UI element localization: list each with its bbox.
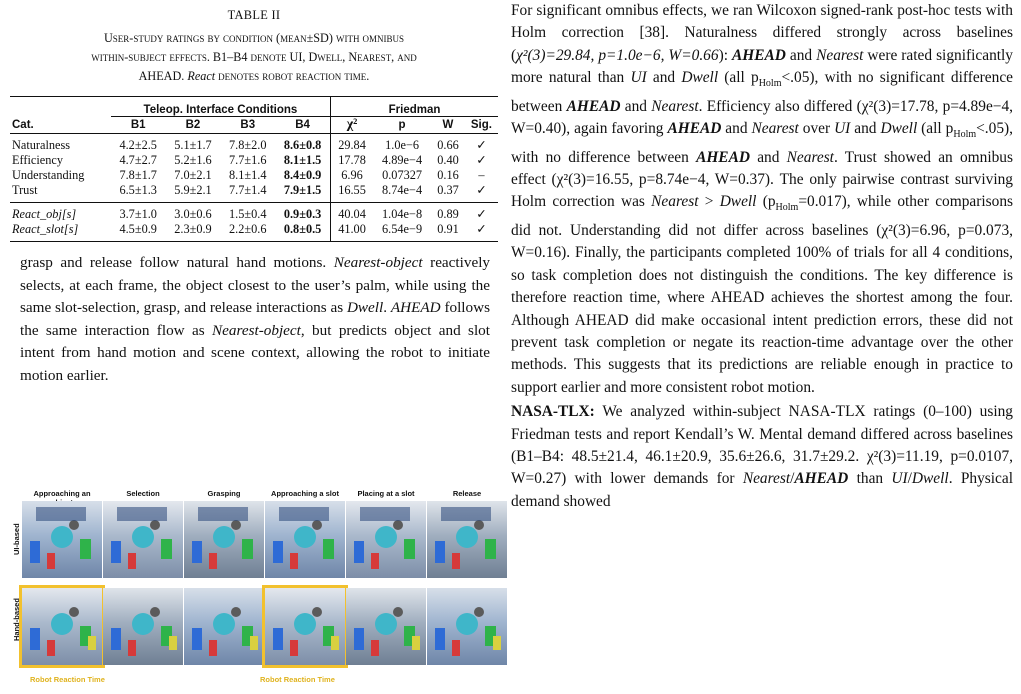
ui-panel bbox=[360, 507, 410, 521]
value-cell: 7.0±2.1 bbox=[174, 168, 212, 182]
value-cell: 1.04e−8 bbox=[382, 207, 423, 221]
value-cell: 3.0±0.6 bbox=[174, 207, 212, 221]
scene-illustration bbox=[265, 588, 345, 665]
scene-object bbox=[242, 539, 253, 559]
figure-column-label: Grasping bbox=[207, 489, 241, 498]
value-cell: – bbox=[478, 168, 485, 182]
scene-object bbox=[192, 628, 202, 650]
scene-illustration bbox=[184, 501, 264, 578]
scene-object bbox=[456, 613, 478, 635]
text-run: Nearest bbox=[786, 148, 834, 166]
value-cell: 4.7±2.7 bbox=[119, 153, 157, 167]
value-cell: 29.84 bbox=[331, 134, 373, 154]
scene-object bbox=[273, 541, 283, 563]
text-run: . Trust showed an omnibus effect (χ²(3)=16.55, p=8.74e−4, W=0.37). The only pairwise contrast surviving Holm correction was bbox=[511, 148, 1013, 211]
value-cell: 6.54e−9 bbox=[382, 222, 423, 236]
value-cell: ✓ bbox=[476, 138, 487, 152]
text-run: Holm bbox=[953, 129, 977, 141]
scene-object bbox=[435, 628, 445, 650]
figure-column-label: Approaching an bbox=[33, 489, 91, 498]
left-column bbox=[10, 6, 498, 684]
text-run: Nearest-object bbox=[212, 321, 301, 339]
scene-illustration bbox=[22, 501, 102, 578]
scene-object bbox=[393, 607, 403, 617]
scene-object bbox=[354, 541, 364, 563]
text-run: AHEAD bbox=[731, 46, 786, 64]
text-run: / bbox=[790, 470, 795, 488]
reaction-time-label-1: Robot Reaction Time bbox=[30, 675, 105, 684]
col-header: χ² bbox=[331, 117, 373, 134]
scene-illustration bbox=[184, 588, 264, 665]
scene-illustration bbox=[103, 588, 183, 665]
text-run: over bbox=[798, 120, 835, 138]
figure-column-label: Approaching a slot bbox=[271, 489, 339, 498]
text-run: and bbox=[721, 120, 752, 138]
value-cell: 6.5±1.3 bbox=[119, 183, 157, 197]
row-label-ui: UI-based bbox=[12, 523, 21, 555]
text-run: follows the same interaction flow as bbox=[20, 299, 490, 339]
scene-object bbox=[371, 640, 379, 656]
value-cell: 0.8±0.5 bbox=[283, 222, 322, 236]
text-run: (p bbox=[756, 193, 776, 211]
table-body-react bbox=[10, 203, 498, 242]
value-cell: 0.89 bbox=[437, 207, 459, 221]
figure-tile bbox=[22, 501, 102, 578]
figure-tile bbox=[265, 588, 345, 665]
value-cell: ✓ bbox=[476, 222, 487, 236]
scene-object bbox=[80, 539, 91, 559]
table-row bbox=[10, 153, 498, 168]
scene-object bbox=[169, 636, 177, 650]
text-run: and bbox=[620, 97, 652, 115]
text-run: Dwell bbox=[880, 120, 918, 138]
col-header: B1 bbox=[111, 117, 166, 134]
col-header: Sig. bbox=[465, 117, 498, 134]
scene-object bbox=[312, 520, 322, 530]
table-desc-line: within-subject effects. B1–B4 denote UI, Dwell, Nearest, and bbox=[91, 50, 417, 64]
scene-object bbox=[150, 520, 160, 530]
value-cell: 4.89e−4 bbox=[382, 153, 423, 167]
scene-object bbox=[290, 553, 298, 569]
value-cell: 8.1±1.5 bbox=[283, 153, 322, 167]
scene-object bbox=[51, 613, 73, 635]
scene-object bbox=[474, 607, 484, 617]
text-run: For significant omnibus effects, we ran Wilcoxon signed-rank post-hoc tests with Holm correction [38]. Naturalness differed strongly across baselines ( bbox=[511, 2, 1013, 64]
scene-object bbox=[452, 640, 460, 656]
scene-object bbox=[290, 640, 298, 656]
value-cell: 0.91 bbox=[437, 222, 459, 236]
value-cell: 17.78 bbox=[331, 153, 373, 168]
value-cell: ✓ bbox=[476, 207, 487, 221]
row-label-cell: Understanding bbox=[12, 168, 85, 182]
scene-object bbox=[312, 607, 322, 617]
scene-object bbox=[294, 613, 316, 635]
scene-illustration bbox=[103, 501, 183, 578]
scene-object bbox=[132, 526, 154, 548]
table-desc-line: User-study ratings by condition (mean±SD) with omnibus bbox=[103, 31, 405, 45]
text-run: Nearest bbox=[742, 470, 791, 488]
text-run: UI bbox=[891, 470, 908, 488]
right-paragraph-results bbox=[511, 0, 1013, 399]
text-run: > bbox=[698, 193, 720, 211]
text-run: (all p bbox=[917, 120, 954, 138]
scene-object bbox=[412, 636, 420, 650]
row-label-cell: Naturalness bbox=[12, 138, 71, 152]
scene-illustration bbox=[265, 501, 345, 578]
value-cell: 0.9±0.3 bbox=[283, 207, 322, 221]
value-cell: 7.7±1.6 bbox=[228, 153, 267, 167]
scene-object bbox=[213, 526, 235, 548]
scene-object bbox=[404, 539, 415, 559]
value-cell: 7.8±1.7 bbox=[119, 168, 157, 182]
text-run: Nearest bbox=[651, 193, 699, 211]
text-run: . Physical demand showed bbox=[511, 470, 1013, 510]
scene-object bbox=[231, 520, 241, 530]
value-cell: 7.7±1.4 bbox=[228, 183, 267, 197]
scene-object bbox=[331, 636, 339, 650]
value-cell: 2.3±0.9 bbox=[174, 222, 212, 236]
figure-column-label: Placing at a slot bbox=[357, 489, 415, 498]
ui-panel bbox=[36, 507, 86, 521]
value-cell: 2.2±0.6 bbox=[228, 222, 267, 236]
text-run: Nearest bbox=[651, 97, 699, 115]
value-cell: 0.07327 bbox=[382, 168, 423, 182]
scene-object bbox=[452, 553, 460, 569]
scene-object bbox=[47, 640, 55, 656]
table-caption: TABLE II bbox=[227, 8, 281, 22]
scene-object bbox=[30, 541, 40, 563]
table-row bbox=[10, 183, 498, 203]
scene-object bbox=[209, 553, 217, 569]
scene-object bbox=[69, 520, 79, 530]
scene-object bbox=[456, 526, 478, 548]
text-run: ): bbox=[718, 46, 732, 64]
col-header: B3 bbox=[220, 117, 275, 134]
value-cell: 4.5±0.9 bbox=[119, 222, 157, 236]
text-run: (all p bbox=[718, 69, 759, 87]
left-paragraph bbox=[10, 252, 498, 388]
text-run: than bbox=[848, 470, 892, 488]
scene-object bbox=[493, 636, 501, 650]
table-row bbox=[10, 168, 498, 183]
value-cell: 3.7±1.0 bbox=[119, 207, 157, 221]
scene-object bbox=[393, 520, 403, 530]
value-cell: 40.04 bbox=[331, 203, 373, 223]
value-cell: 7.8±2.0 bbox=[228, 138, 267, 152]
scene-object bbox=[323, 539, 334, 559]
col-header: B4 bbox=[275, 117, 330, 134]
value-cell: 5.9±2.1 bbox=[174, 183, 212, 197]
col-header: W bbox=[431, 117, 465, 134]
text-run: Nearest bbox=[751, 120, 799, 138]
figure-tile bbox=[103, 588, 183, 665]
text-run: Holm bbox=[775, 202, 799, 214]
figure-tile bbox=[184, 588, 264, 665]
value-cell: 7.9±1.5 bbox=[283, 183, 322, 197]
scene-object bbox=[375, 526, 397, 548]
value-cell: 1.0e−6 bbox=[385, 138, 420, 152]
col-header: p bbox=[373, 117, 431, 134]
text-run: and bbox=[646, 69, 682, 87]
row-label-hand: Hand-based bbox=[12, 598, 21, 641]
scene-object bbox=[371, 553, 379, 569]
text-run: reactively selects, at each frame, the object closest to the user’s palm, while using the same slot-selection, grasp, and release interactions as bbox=[20, 254, 491, 317]
text-run: , but predicts object and slot intent from hand motion and scene context, allowing the robot to initiate motion earlier. bbox=[20, 321, 490, 384]
table-desc-line: denotes robot reaction time. bbox=[215, 69, 370, 83]
scene-object bbox=[47, 553, 55, 569]
text-run: AHEAD bbox=[667, 120, 722, 138]
text-run: and bbox=[785, 46, 817, 64]
text-run: Nearest-object bbox=[333, 254, 423, 271]
text-run: Nearest bbox=[816, 46, 864, 64]
text-run: χ²(3)=29.84, p=1.0e−6, W=0.66 bbox=[516, 46, 719, 64]
scene-object bbox=[111, 628, 121, 650]
value-cell: 16.55 bbox=[331, 183, 373, 203]
reaction-time-label-2: Robot Reaction Time bbox=[260, 675, 335, 684]
text-run: AHEAD bbox=[390, 299, 441, 317]
figure-column-label: Selection bbox=[126, 489, 160, 498]
value-cell: ✓ bbox=[476, 153, 487, 167]
text-run: NASA-TLX: bbox=[511, 403, 595, 421]
scene-object bbox=[132, 613, 154, 635]
scene-illustration bbox=[346, 501, 426, 578]
scene-object bbox=[128, 553, 136, 569]
value-cell: 8.74e−4 bbox=[382, 183, 423, 197]
table-row bbox=[10, 203, 498, 223]
row-label-cell: Trust bbox=[12, 183, 38, 197]
scene-object bbox=[354, 628, 364, 650]
figure-column-label: Release bbox=[452, 489, 482, 498]
table-body-ratings bbox=[10, 134, 498, 203]
ui-panel bbox=[279, 507, 329, 521]
ui-panel bbox=[117, 507, 167, 521]
scene-object bbox=[111, 541, 121, 563]
value-cell: 4.2±2.5 bbox=[119, 138, 157, 152]
scene-illustration bbox=[427, 501, 507, 578]
text-run: Holm bbox=[758, 78, 782, 90]
scene-object bbox=[231, 607, 241, 617]
value-cell: 5.1±1.7 bbox=[174, 138, 212, 152]
table-description bbox=[14, 29, 494, 86]
value-cell: 0.16 bbox=[437, 168, 459, 182]
scene-object bbox=[192, 541, 202, 563]
figure-panel bbox=[10, 489, 498, 687]
figure-tile bbox=[22, 588, 102, 665]
table-desc-line: AHEAD. bbox=[138, 69, 188, 83]
row-label-cell: React_slot[s] bbox=[12, 222, 79, 236]
value-cell: 8.1±1.4 bbox=[228, 168, 267, 182]
col-header: B2 bbox=[166, 117, 221, 134]
right-column bbox=[511, 0, 1013, 513]
scene-object bbox=[474, 520, 484, 530]
table-row bbox=[10, 134, 498, 154]
scene-object bbox=[294, 526, 316, 548]
text-run: . bbox=[383, 299, 391, 317]
scene-object bbox=[69, 607, 79, 617]
value-cell: 6.96 bbox=[331, 168, 373, 183]
scene-object bbox=[150, 607, 160, 617]
figure-tile bbox=[427, 588, 507, 665]
text-run: grasp and release follow natural hand motions. bbox=[20, 254, 334, 271]
col-header: Cat. bbox=[12, 118, 34, 131]
value-cell: 1.5±0.4 bbox=[228, 207, 267, 221]
text-run: . Efficiency also differed (χ²(3)=17.78, p=4.89e−4, W=0.40), again favoring bbox=[511, 97, 1014, 138]
scene-object bbox=[213, 613, 235, 635]
text-run: Dwell bbox=[911, 470, 949, 488]
value-cell: 8.6±0.8 bbox=[283, 138, 322, 152]
scene-object bbox=[161, 539, 172, 559]
figure-tile bbox=[265, 501, 345, 578]
text-run: Dwell bbox=[681, 69, 719, 87]
scene-object bbox=[51, 526, 73, 548]
scene-illustration bbox=[427, 588, 507, 665]
scene-object bbox=[209, 640, 217, 656]
table-row bbox=[10, 222, 498, 242]
text-run: UI bbox=[834, 120, 851, 138]
text-run: <.05), with no significant difference between bbox=[511, 69, 1013, 115]
scene-object bbox=[435, 541, 445, 563]
text-run: UI bbox=[630, 69, 647, 87]
value-cell: 0.37 bbox=[437, 183, 459, 197]
scene-object bbox=[30, 628, 40, 650]
scene-illustration bbox=[346, 588, 426, 665]
text-run: and bbox=[850, 120, 881, 138]
text-run: AHEAD bbox=[566, 97, 621, 115]
value-cell: 41.00 bbox=[331, 222, 373, 242]
figure-tile bbox=[346, 501, 426, 578]
row-label-cell: Efficiency bbox=[12, 153, 63, 167]
scene-object bbox=[273, 628, 283, 650]
group-header-friedman: Friedman bbox=[331, 97, 498, 117]
results-table bbox=[10, 96, 498, 242]
text-run: <.05), with no difference between bbox=[511, 120, 1014, 166]
scene-illustration bbox=[22, 588, 102, 665]
group-header-teleop: Teleop. Interface Conditions bbox=[143, 104, 298, 116]
row-label-cell: React_obj[s] bbox=[12, 207, 77, 221]
text-run: were rated significantly more natural than bbox=[511, 46, 1014, 87]
value-cell: 0.66 bbox=[437, 138, 459, 152]
value-cell: 8.4±0.9 bbox=[283, 168, 322, 182]
scene-object bbox=[485, 539, 496, 559]
text-run: Dwell bbox=[719, 193, 757, 211]
text-run: =0.017), while other comparisons did not. Understanding did not differ across baselines (χ²(3)=6.96, p=0.073, W=0.16). Finally, the participants completed 100% of trials for all 4 conditions, so task completion does not distinguish the conditions. The key difference is therefore reaction time, where AHEAD achieves the shortest among the four. Although AHEAD did make occasional intent prediction errors, these did not prevent task completion or negate its reaction-time advantage over the other methods. This suggests that its predictions are reliable enough in practice to support earlier and more consistent robot motion. bbox=[511, 193, 1014, 396]
figure-tile bbox=[346, 588, 426, 665]
figure-tile bbox=[427, 501, 507, 578]
scene-object bbox=[250, 636, 258, 650]
value-cell: 5.2±1.6 bbox=[174, 153, 212, 167]
text-run: and bbox=[749, 148, 787, 166]
figure-tile bbox=[103, 501, 183, 578]
ui-panel bbox=[198, 507, 248, 521]
figure-tile bbox=[184, 501, 264, 578]
text-run: AHEAD bbox=[794, 470, 849, 488]
text-run: Dwell bbox=[346, 299, 384, 317]
value-cell: 0.40 bbox=[437, 153, 459, 167]
value-cell: ✓ bbox=[476, 183, 487, 197]
scene-object bbox=[128, 640, 136, 656]
scene-object bbox=[375, 613, 397, 635]
text-run: AHEAD bbox=[696, 148, 750, 166]
ui-panel bbox=[441, 507, 491, 521]
text-run: / bbox=[907, 470, 912, 488]
table-desc-react: React bbox=[187, 69, 216, 83]
right-paragraph-nasa-tlx bbox=[511, 401, 1013, 513]
scene-object bbox=[88, 636, 96, 650]
text-run: We analyzed within-subject NASA-TLX ratings (0–100) using Friedman tests and report Kendall’s W. Mental demand differed across baselines (B1–B4: 48.5±21.4, 46.1±20.9, 35.6±26.6, 31.7±29.2. χ²(3)=11.19, p=0.0107, W=0.27) with lower demands for bbox=[511, 403, 1013, 488]
